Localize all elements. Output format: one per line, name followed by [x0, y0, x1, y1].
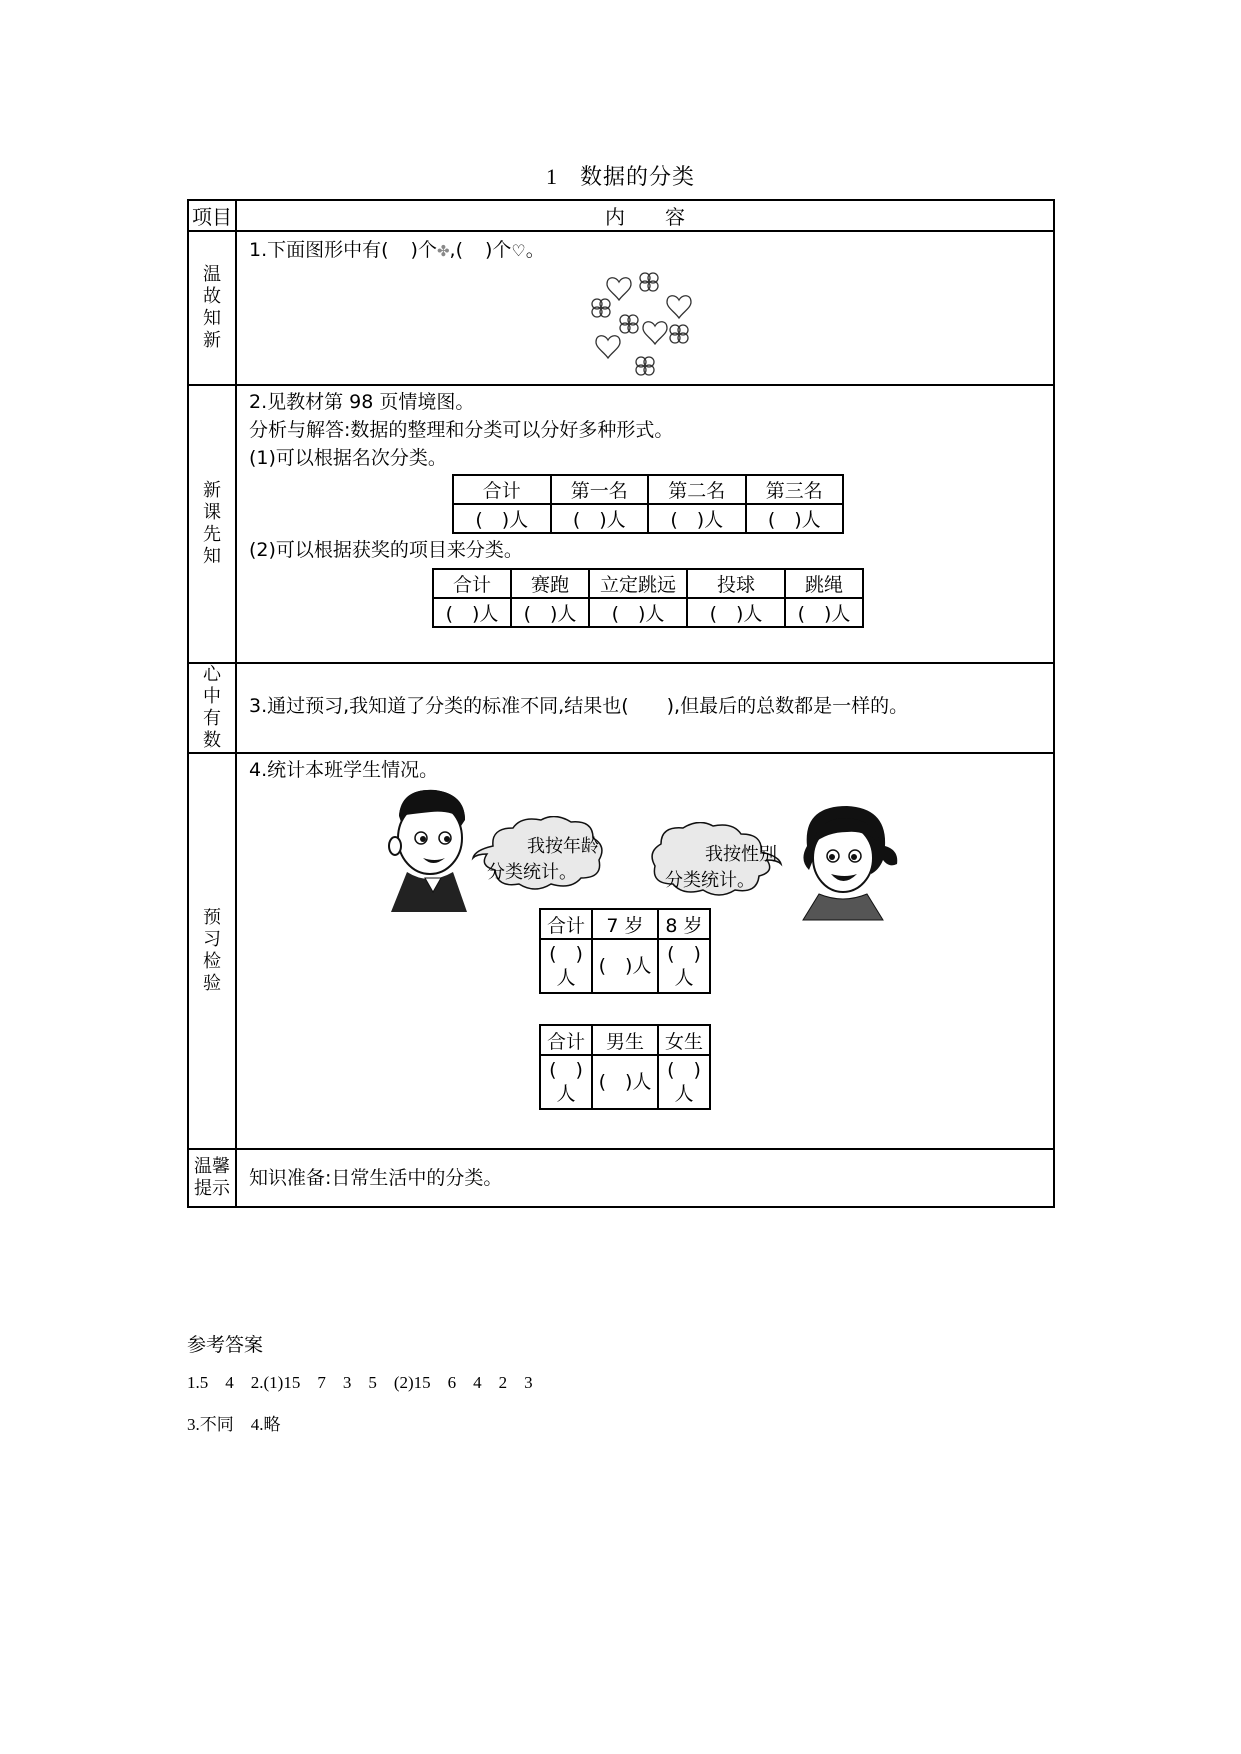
section-tip	[188, 1149, 1054, 1207]
blank-cell[interactable]: ( )人	[511, 598, 589, 627]
section-new-lesson-content	[236, 385, 1054, 663]
blank-cell[interactable]: ( ) 人	[658, 939, 710, 993]
girl-illustration	[793, 802, 903, 922]
age-table	[539, 908, 711, 994]
title-text: 数据的分类	[579, 165, 695, 190]
question-3: 3.通过预习,我知道了分类的标准不同,结果也( ),但最后的总数都是一样的。	[249, 695, 909, 717]
event-table	[432, 568, 864, 628]
gender-header: 男生	[592, 1025, 658, 1055]
heart-shape	[607, 278, 631, 300]
clover-shape	[640, 273, 658, 291]
section-preview-check	[188, 753, 1054, 1149]
clover-shape	[592, 299, 610, 317]
header-row	[188, 200, 1054, 231]
tip-text: 知识准备:日常生活中的分类。	[249, 1167, 503, 1189]
question-2-line4: (2)可以根据获奖的项目来分类。	[249, 539, 523, 561]
blank-cell[interactable]: ( )人	[551, 504, 649, 533]
event-header: 跳绳	[785, 569, 863, 598]
blank-cell[interactable]: ( )人	[453, 504, 551, 533]
header-item: 项目	[188, 200, 236, 231]
section-label-summary: 心 中 有 数	[188, 663, 236, 753]
section-label-tip: 温馨 提示	[188, 1149, 236, 1207]
blank-cell[interactable]: ( ) 人	[658, 1055, 710, 1109]
heart-icon: ♡	[511, 241, 526, 260]
heart-shape	[643, 322, 667, 344]
section-tip-content	[236, 1149, 1054, 1207]
section-label-preview-check: 预 习 检 验	[188, 753, 236, 1149]
right-bubble-text: 我按性别 分类统计。	[665, 844, 777, 891]
worksheet-table	[187, 199, 1055, 1208]
section-label-new-lesson: 新 课 先 知	[188, 385, 236, 663]
heart-shape	[667, 296, 691, 318]
section-preview-check-content	[236, 753, 1054, 1149]
rank-table	[452, 474, 844, 534]
section-label-review: 温 故 知 新	[188, 231, 236, 385]
page-title	[0, 160, 1241, 191]
blank-cell[interactable]: ( )人	[592, 1055, 658, 1109]
blank-cell[interactable]: ( )人	[746, 504, 844, 533]
answers-title: 参考答案	[187, 1334, 264, 1356]
blank-cell[interactable]: ( )人	[589, 598, 687, 627]
header-content: 内 容	[236, 200, 1054, 231]
age-header: 8 岁	[658, 909, 710, 939]
rank-header: 合计	[453, 475, 551, 504]
section-summary	[188, 663, 1054, 753]
event-header: 合计	[433, 569, 511, 598]
section-summary-content	[236, 663, 1054, 753]
event-header: 赛跑	[511, 569, 589, 598]
question-2-line2: 分析与解答:数据的整理和分类可以分好多种形式。	[249, 419, 674, 441]
age-header: 7 岁	[592, 909, 658, 939]
rank-header: 第二名	[648, 475, 746, 504]
clover-shape	[620, 315, 638, 333]
clover-icon: ✤	[436, 242, 450, 260]
blank-cell[interactable]: ( ) 人	[540, 939, 592, 993]
section-review	[188, 231, 1054, 385]
left-bubble-text: 我按年龄 分类统计。	[487, 836, 599, 883]
boy-illustration	[385, 786, 475, 916]
blank-cell[interactable]: ( ) 人	[540, 1055, 592, 1109]
clover-shape	[636, 357, 654, 375]
blank-cell[interactable]: ( )人	[785, 598, 863, 627]
question-2-line3: (1)可以根据名次分类。	[249, 447, 447, 469]
question-2-line1: 2.见教材第 98 页情境图。	[249, 391, 475, 413]
rank-header: 第一名	[551, 475, 649, 504]
section-new-lesson	[188, 385, 1054, 663]
answers-line1: 1.5 4 2.(1)15 7 3 5 (2)15 6 4 2 3	[187, 1373, 533, 1392]
blank-cell[interactable]: ( )人	[648, 504, 746, 533]
question-4: 4.统计本班学生情况。	[249, 759, 439, 781]
clover-shape	[670, 325, 688, 343]
gender-header: 合计	[540, 1025, 592, 1055]
rank-header: 第三名	[746, 475, 844, 504]
blank-cell[interactable]: ( )人	[687, 598, 785, 627]
question-1: 1.下面图形中有( )个✤,( )个♡。	[249, 239, 545, 261]
section-review-content	[236, 231, 1054, 385]
blank-cell[interactable]: ( )人	[433, 598, 511, 627]
blank-cell[interactable]: ( )人	[592, 939, 658, 993]
heart-shape	[596, 336, 620, 358]
event-header: 立定跳远	[589, 569, 687, 598]
title-number: 1	[545, 164, 558, 189]
answers-line2: 3.不同 4.略	[187, 1415, 281, 1434]
gender-header: 女生	[658, 1025, 710, 1055]
event-header: 投球	[687, 569, 785, 598]
gender-table	[539, 1024, 711, 1110]
age-header: 合计	[540, 909, 592, 939]
shapes-picture	[587, 264, 707, 382]
